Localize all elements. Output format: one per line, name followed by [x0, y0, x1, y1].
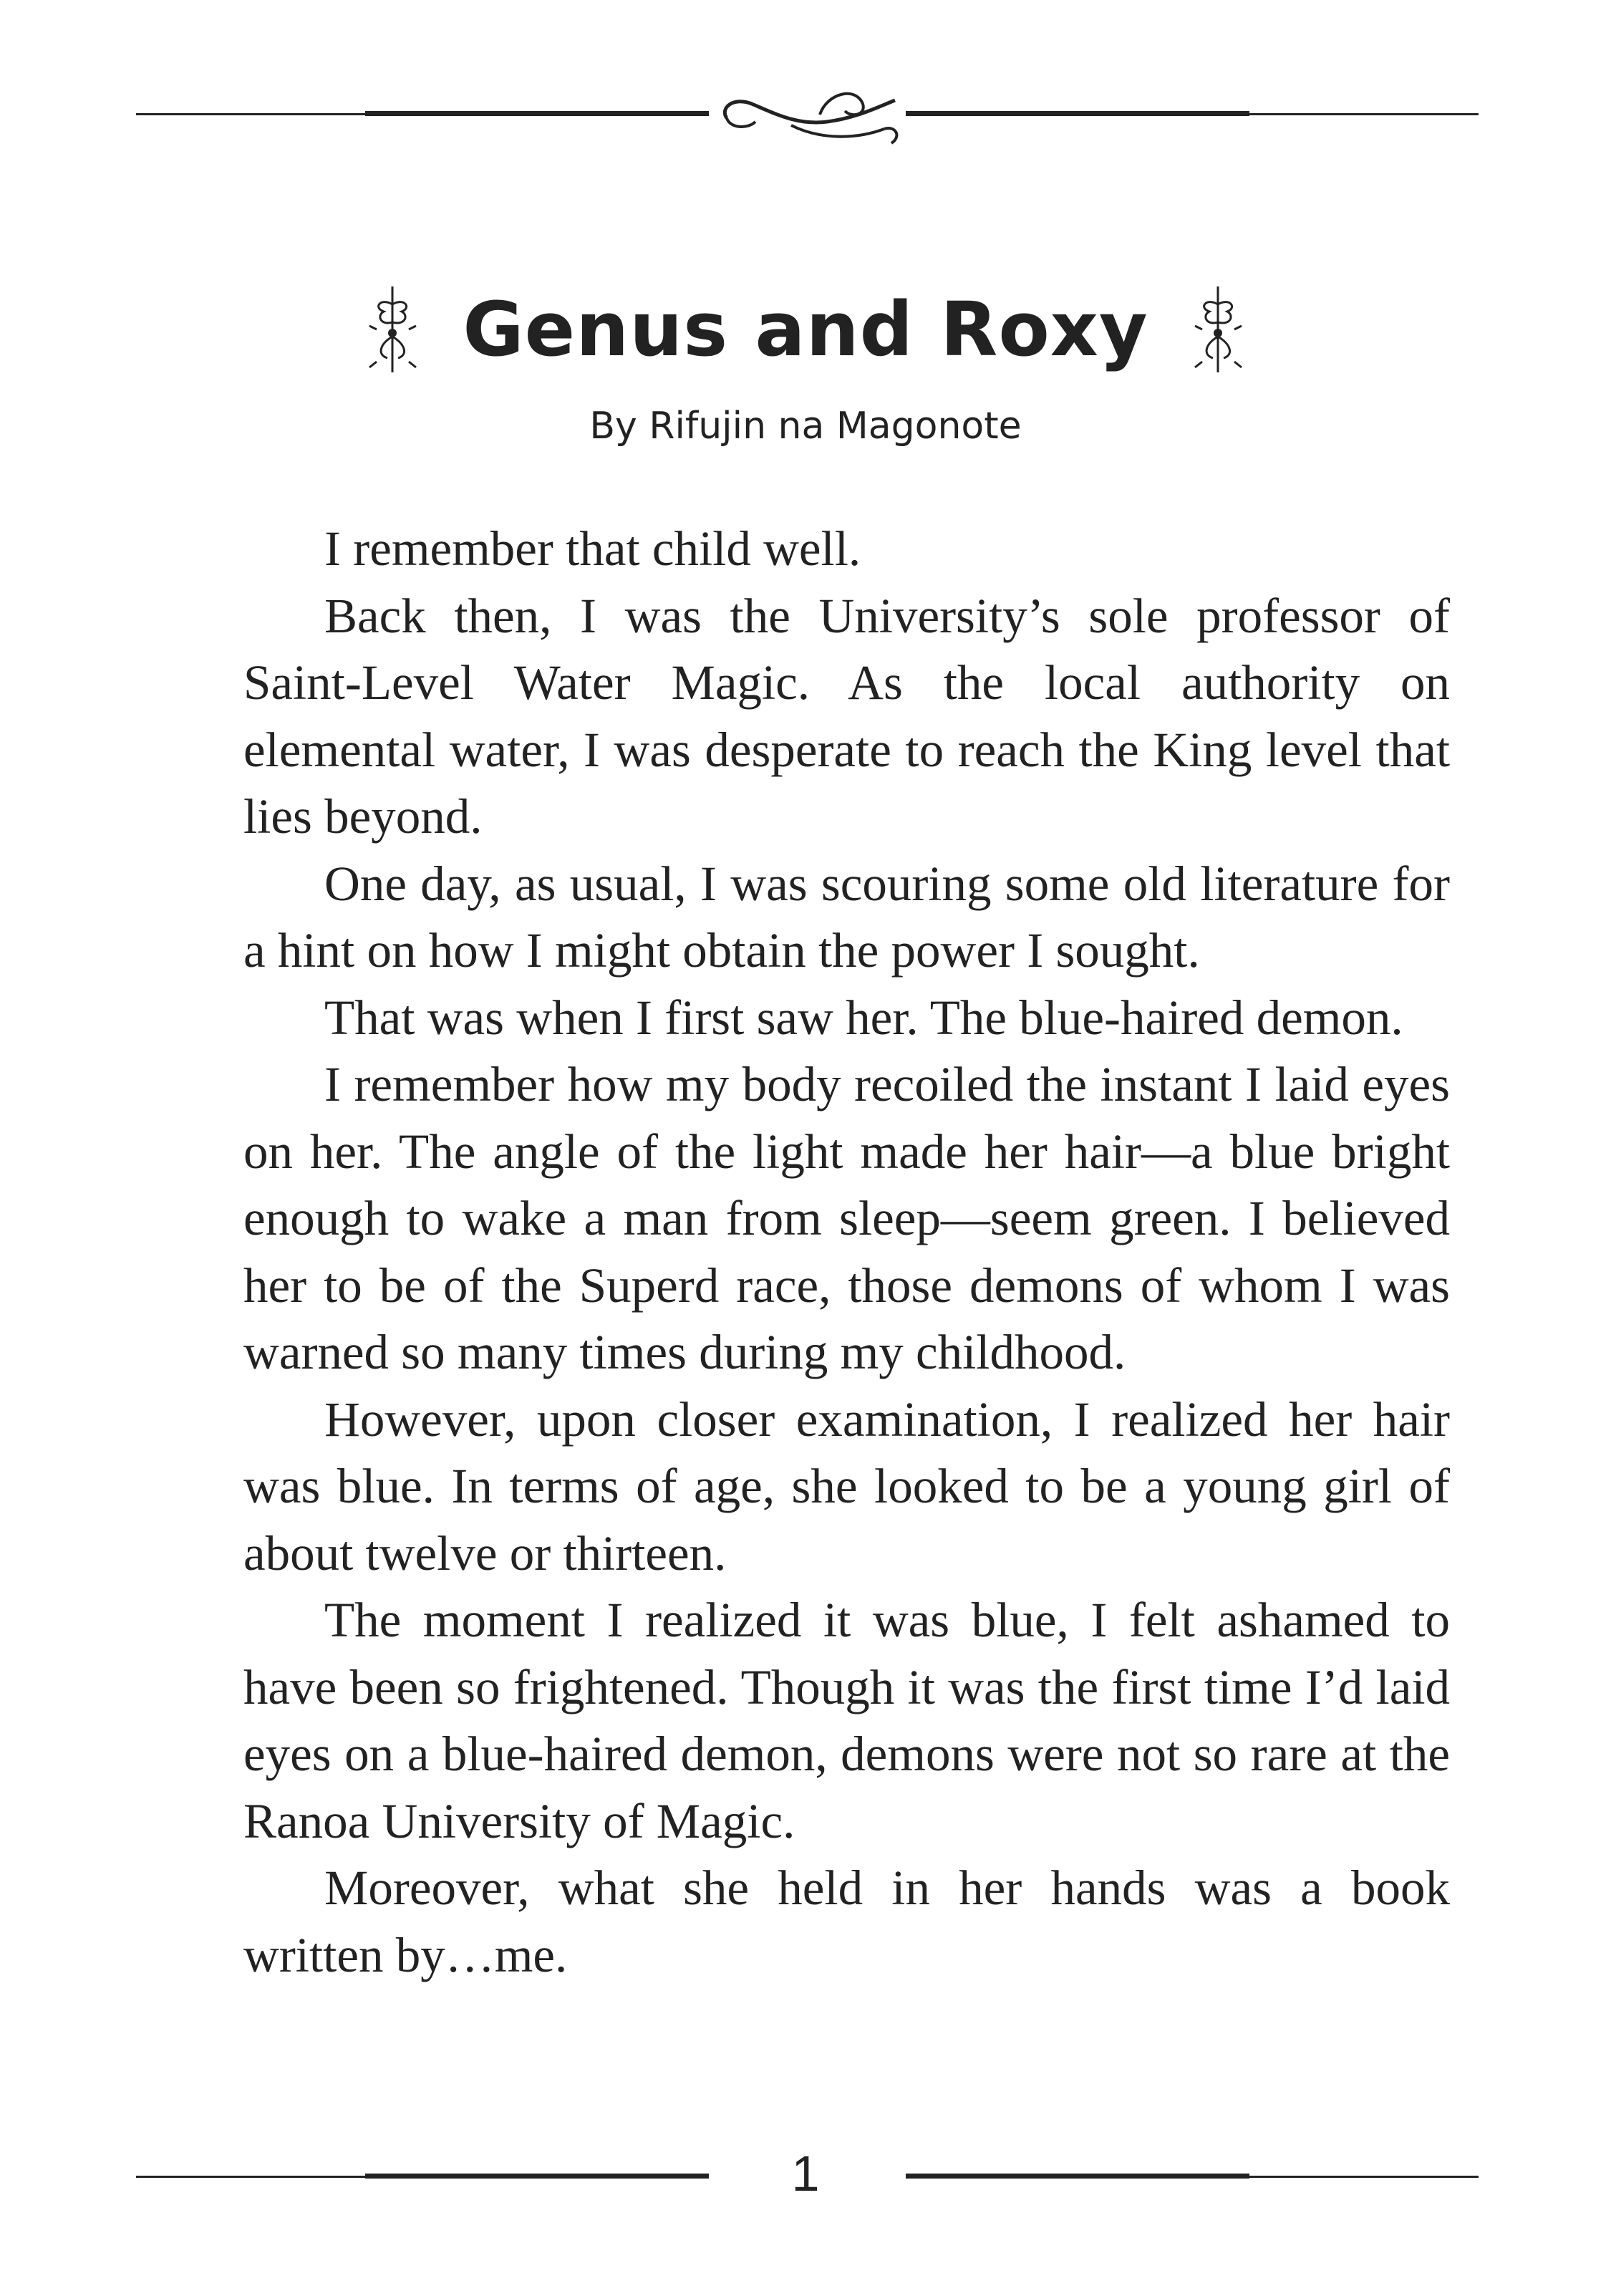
- byline: By Rifujin na Magonote: [589, 405, 1022, 448]
- paragraph: One day, as usual, I was scouring some old literature for a hint on how I might obtain the power I sought.: [243, 856, 1450, 978]
- paragraph: Moreover, what she held in her hands was a book written by…me.: [243, 1861, 1450, 1982]
- page-title: Genus and Roxy: [463, 286, 1148, 373]
- paragraph: I remember that child well.: [324, 521, 861, 576]
- top-rule-right: [906, 113, 1479, 115]
- page-number: 1: [791, 2146, 820, 2201]
- scroll-flourish-icon: [712, 72, 906, 150]
- paragraph: That was when I first saw her. The blue-haired demon.: [324, 990, 1403, 1045]
- paragraph: However, upon closer examination, I realized her hair was blue. In terms of age, she looked to be a young girl of about twelve or thirteen.: [243, 1391, 1450, 1581]
- chapter-body: [243, 516, 1450, 1989]
- paragraph: I remember how my body recoiled the instant I laid eyes on her. The angle of the light made her hair—a blue bright enough to wake a man from sleep—seem green. I believed her to be of the Superd race, those demons of whom I was warned so many times during my childhood.: [243, 1057, 1450, 1379]
- top-rule-left: [136, 113, 709, 115]
- fleur-flourish-icon: [366, 283, 420, 376]
- paragraph: The moment I realized it was blue, I felt ashamed to have been so frightened. Though it was the first time I’d laid eyes on a blue-haired demon, demons were not so rare at the Ranoa University of Magic.: [243, 1593, 1450, 1848]
- paragraph: Back then, I was the University’s sole professor of Saint-Level Water Magic. As the local authority on elemental water, I was desperate to reach the King level that lies beyond.: [243, 588, 1450, 844]
- title-row: [0, 272, 1611, 387]
- bottom-rule-right: [906, 2176, 1479, 2178]
- fleur-flourish-icon: [1191, 283, 1245, 376]
